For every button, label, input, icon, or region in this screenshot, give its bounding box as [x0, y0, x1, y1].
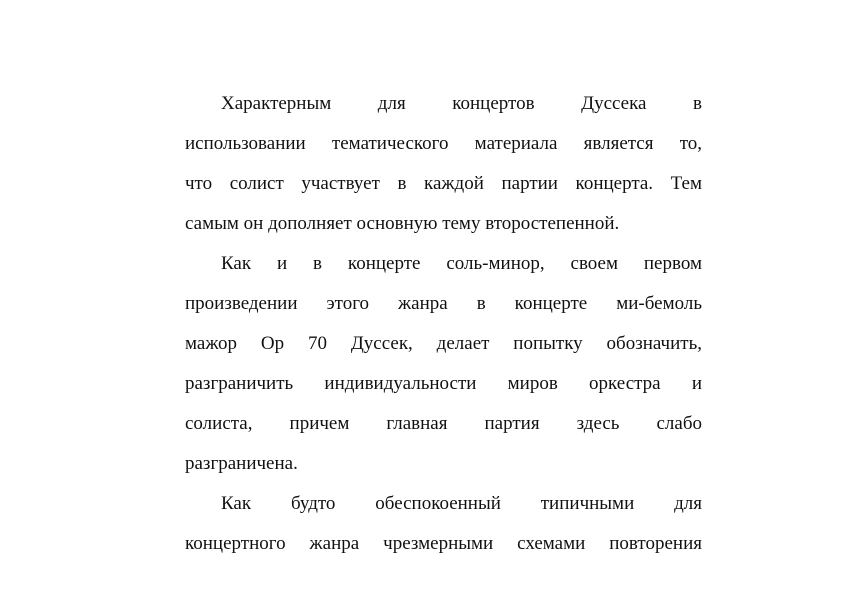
text-line: мажор Ор 70 Дуссек, делает попытку обозначить, [185, 333, 702, 354]
text-line: разграничена. [185, 453, 298, 474]
text-line: разграничить индивидуальности миров оркестра и [185, 373, 702, 394]
paragraph-1 [185, 84, 702, 244]
text-line: концертного жанра чрезмерными схемами повторения [185, 533, 702, 554]
paragraph-2 [185, 244, 702, 484]
text-line: произведении этого жанра в концерте ми-бемоль [185, 293, 702, 314]
text-line: использовании тематического материала является то, [185, 133, 702, 154]
text-line: солиста, причем главная партия здесь слабо [185, 413, 702, 434]
body-text [185, 84, 702, 564]
text-line: Как будто обеспокоенный типичными для [221, 493, 702, 514]
paragraph-3 [185, 484, 702, 564]
text-line: самым он дополняет основную тему второстепенной. [185, 213, 620, 234]
text-line: что солист участвует в каждой партии концерта. Тем [185, 173, 702, 194]
text-line: Как и в концерте соль-минор, своем первом [221, 253, 702, 274]
text-line: Характерным для концертов Дуссека в [221, 93, 702, 114]
